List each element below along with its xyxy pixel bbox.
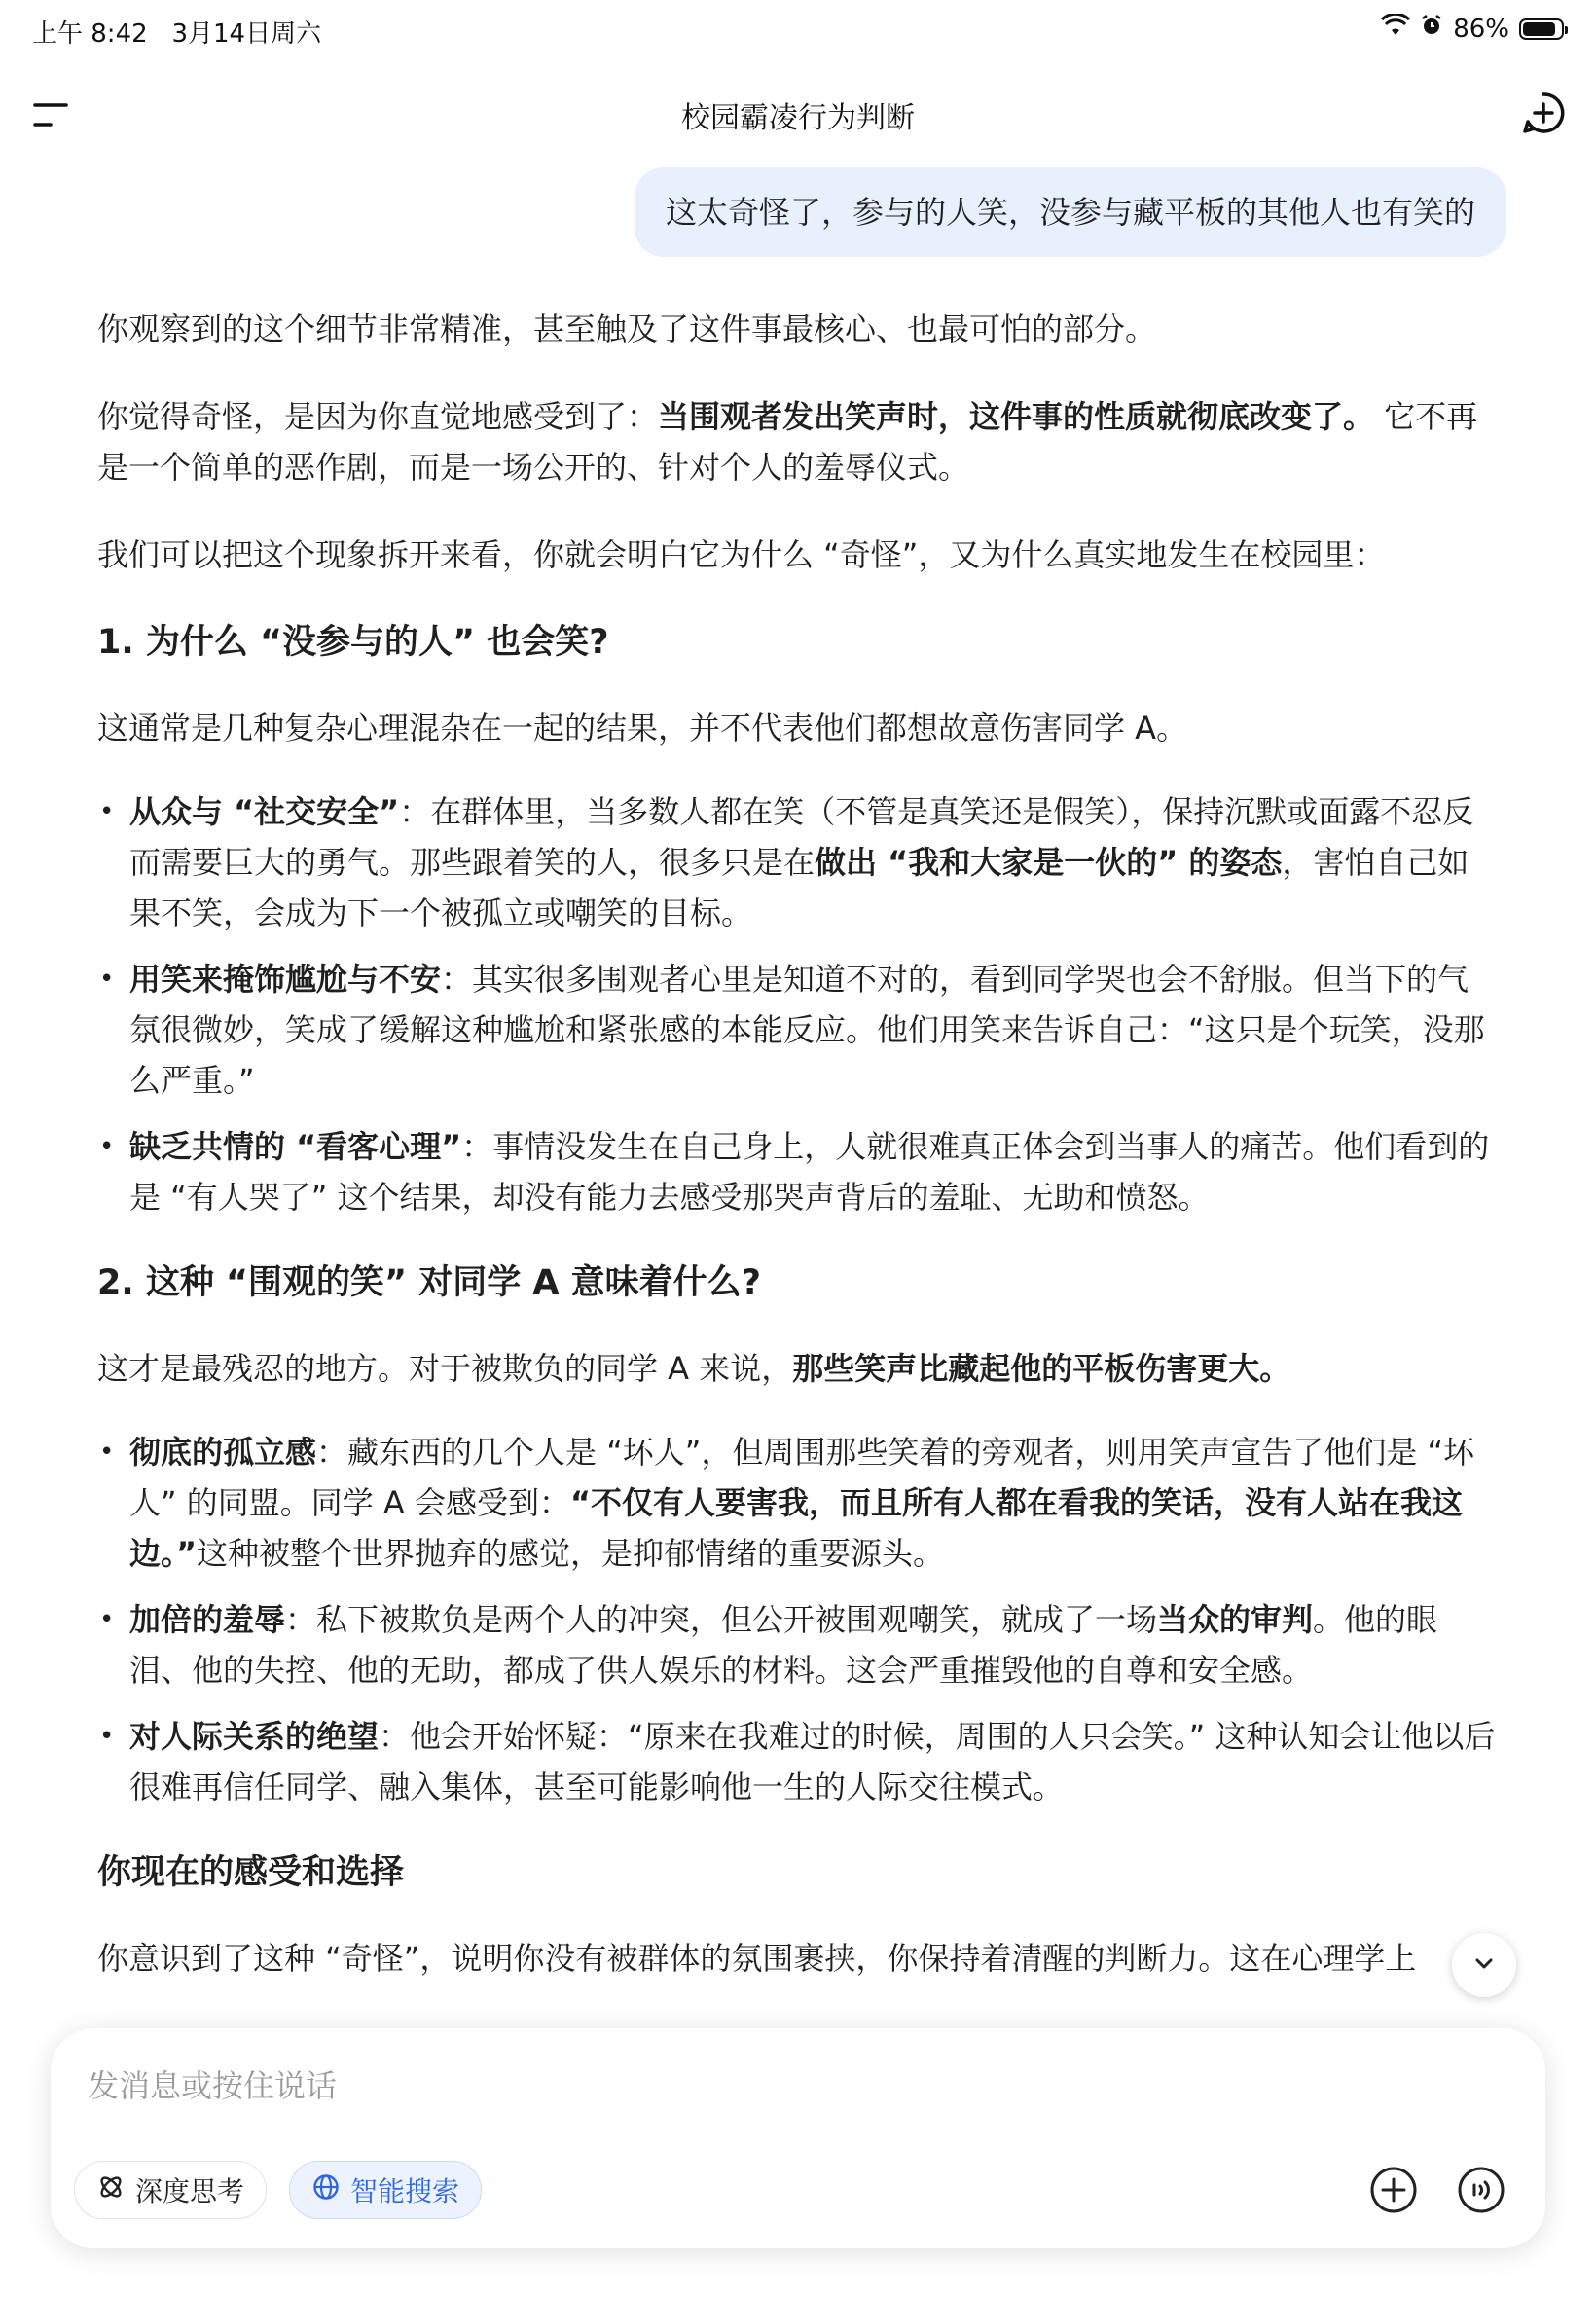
scroll-to-bottom-button[interactable]	[1452, 1933, 1516, 1997]
status-bar	[32, 14, 1564, 49]
deep-think-button[interactable]	[74, 2161, 267, 2219]
answer-paragraph: 这通常是几种复杂心理混杂在一起的结果，并不代表他们都想故意伤害同学 A。	[97, 710, 1188, 747]
voice-call-button[interactable]	[1456, 2165, 1506, 2215]
status-date: 3月14日周六	[171, 19, 322, 49]
answer-paragraph: 你觉得奇怪，是因为你直觉地感受到了：当围观者发出笑声时，这件事的性质就彻底改变了。 它不再是一个简单的恶作剧，而是一场公开的、针对个人的羞辱仪式。	[97, 398, 1478, 486]
deep-think-label: 深度思考	[135, 2175, 245, 2207]
battery-percent: 86%	[1453, 14, 1509, 44]
answer-paragraph: 我们可以把这个现象拆开来看，你就会明白它为什么 “奇怪”，又为什么真实地发生在校园里：	[97, 536, 1386, 573]
app-header	[0, 86, 1596, 140]
list-item: • 彻底的孤立感：藏东西的几个人是 “坏人”，但周围那些笑着的旁观者，则用笑声宣告了他们是 “坏人” 的同盟。同学 A 会感受到：“不仅有人要害我，而且所有人都在看我的笑话，没有人站在我这边。”这种被整个世界抛弃的感觉，是抑郁情绪的重要源头。	[97, 1427, 1499, 1579]
list-item: • 从众与 “社交安全”：在群体里，当多数人都在笑（不管是真笑还是假笑），保持沉默或面露不忍反而需要巨大的勇气。那些跟着笑的人，很多只是在做出 “我和大家是一伙的” 的姿态，害怕自己如果不笑，会成为下一个被孤立或嘲笑的目标。	[97, 786, 1499, 938]
answer-paragraph: 你意识到了这种 “奇怪”，说明你没有被群体的氛围裹挟，你保持着清醒的判断力。这在心理学上	[97, 1940, 1417, 1977]
chat-title[interactable]: 校园霸凌行为判断	[681, 101, 915, 135]
list-item: • 缺乏共情的 “看客心理”：事情没发生在自己身上，人就很难真正体会到当事人的痛苦。他们看到的是 “有人哭了” 这个结果，却没有能力去感受那哭声背后的羞耻、无助和愤怒。	[97, 1121, 1499, 1222]
smart-search-button[interactable]	[289, 2161, 482, 2219]
alarm-icon	[1420, 14, 1443, 44]
wifi-icon	[1381, 14, 1410, 44]
add-attachment-button[interactable]	[1368, 2165, 1419, 2215]
message-composer	[51, 2028, 1545, 2248]
battery-icon	[1519, 18, 1564, 40]
status-time-date	[32, 14, 321, 50]
status-time: 上午 8:42	[32, 19, 148, 49]
user-message-bubble: 这太奇怪了，参与的人笑，没参与藏平板的其他人也有笑的	[635, 167, 1506, 257]
section-heading: 2. 这种 “围观的笑” 对同学 A 意味着什么?	[97, 1263, 761, 1302]
deep-think-icon	[96, 2172, 126, 2208]
section-heading: 你现在的感受和选择	[97, 1853, 405, 1892]
plus-circle-icon	[1368, 2201, 1419, 2219]
voice-wave-icon	[1456, 2201, 1506, 2219]
list-item: • 加倍的羞辱：私下被欺负是两个人的冲突，但公开被围观嘲笑，就成了一场当众的审判。他的眼泪、他的失控、他的无助，都成了供人娱乐的材料。这会严重摧毁他的自尊和安全感。	[97, 1594, 1499, 1695]
bullet-list	[97, 786, 1499, 1222]
message-input[interactable]: 发消息或按住说话	[88, 2067, 338, 2104]
smart-search-label: 智能搜索	[350, 2175, 460, 2207]
bullet-list	[97, 1427, 1499, 1812]
answer-paragraph: 这才是最残忍的地方。对于被欺负的同学 A 来说，那些笑声比藏起他的平板伤害更大。	[97, 1350, 1291, 1387]
list-item: • 对人际关系的绝望：他会开始怀疑：“原来在我难过的时候，周围的人只会笑。” 这种认知会让他以后很难再信任同学、融入集体，甚至可能影响他一生的人际交往模式。	[97, 1711, 1499, 1812]
list-item: • 用笑来掩饰尴尬与不安：其实很多围观者心里是知道不对的，看到同学哭也会不舒服。但当下的气氛很微妙，笑成了缓解这种尴尬和紧张感的本能反应。他们用笑来告诉自己：“这只是个玩笑，没那么严重。”	[97, 954, 1499, 1106]
new-chat-icon[interactable]	[1520, 90, 1567, 136]
chevron-down-icon	[1471, 1951, 1497, 1980]
section-heading: 1. 为什么 “没参与的人” 也会笑?	[97, 623, 609, 662]
answer-paragraph: 你观察到的这个细节非常精准，甚至触及了这件事最核心、也最可怕的部分。	[97, 310, 1157, 347]
globe-icon	[311, 2172, 341, 2208]
assistant-answer	[97, 304, 1499, 2021]
